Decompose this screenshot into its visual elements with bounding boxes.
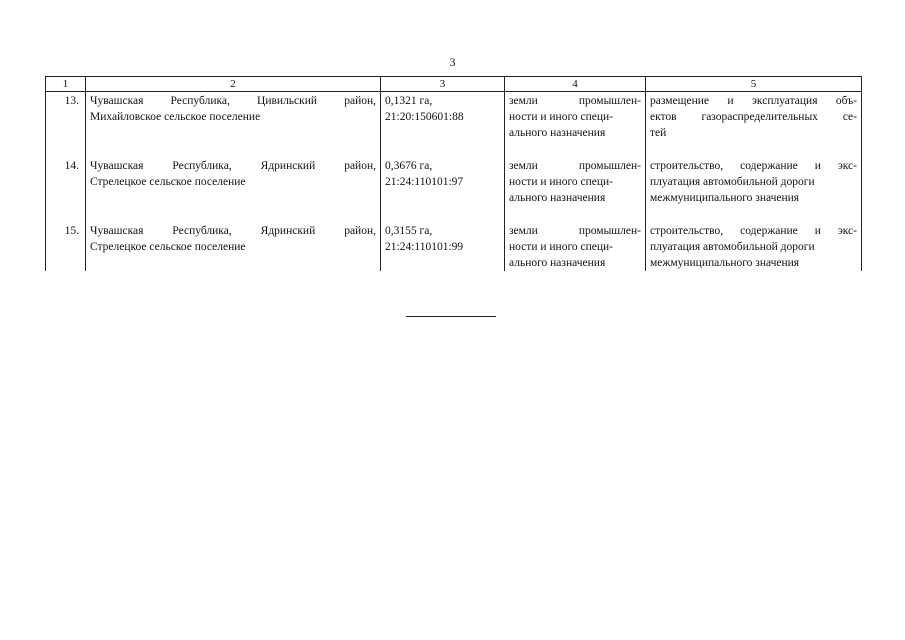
row-number: 13. [46, 92, 86, 158]
land-category-line: земли промышлен- [509, 225, 641, 237]
land-category-line: ности и иного специ- [509, 241, 613, 253]
land-category-line: ального назначения [509, 192, 606, 204]
purpose-cell [646, 92, 862, 158]
area-cadastre-cell [381, 92, 505, 158]
table-row [46, 92, 862, 158]
purpose-line: строительство, содержание и экс- [650, 225, 857, 237]
land-category-cell [505, 92, 646, 158]
area-cadastre-cell [381, 222, 505, 271]
location-cell [86, 157, 381, 222]
land-category-line: ального назначения [509, 127, 606, 139]
land-category-line: земли промышлен- [509, 160, 641, 172]
purpose-line: размещение и эксплуатация объ- [650, 95, 857, 107]
land-category-cell [505, 157, 646, 222]
area-value: 0,3155 га, [385, 225, 433, 237]
purpose-line: ектов газораспределительных се- [650, 111, 857, 123]
land-category-cell [505, 222, 646, 271]
header-col-1: 1 [46, 77, 86, 92]
land-category-line: земли промышлен- [509, 95, 641, 107]
purpose-line: плуатация автомобильной дороги [650, 241, 815, 253]
location-cell [86, 92, 381, 158]
area-cadastre-cell [381, 157, 505, 222]
purpose-line: тей [650, 127, 667, 139]
row-number: 15. [46, 222, 86, 271]
header-col-4: 4 [505, 77, 646, 92]
cadastral-number: 21:20:150601:88 [385, 111, 464, 123]
cadastral-number: 21:24:110101:99 [385, 241, 464, 253]
purpose-line: строительство, содержание и экс- [650, 160, 857, 172]
purpose-cell [646, 222, 862, 271]
header-col-2: 2 [86, 77, 381, 92]
location-cell [86, 222, 381, 271]
location-line: Чувашская Республика, Ядринский район, [90, 160, 376, 172]
table-header [46, 77, 862, 92]
purpose-cell [646, 157, 862, 222]
purpose-line: межмуниципального значения [650, 257, 800, 269]
page-number: 3 [449, 55, 456, 69]
location-line: Чувашская Республика, Ядринский район, [90, 225, 376, 237]
table-row [46, 222, 862, 271]
land-plots-table [45, 76, 862, 271]
location-line: Чувашская Республика, Цивильский район, [90, 95, 376, 107]
land-category-line: ности и иного специ- [509, 176, 613, 188]
location-line: Михайловское сельское поселение [90, 111, 261, 123]
header-col-3: 3 [381, 77, 505, 92]
purpose-line: межмуниципального значения [650, 192, 800, 204]
end-of-document-rule [406, 316, 496, 317]
area-value: 0,1321 га, [385, 95, 433, 107]
row-number: 14. [46, 157, 86, 222]
purpose-line: плуатация автомобильной дороги [650, 176, 815, 188]
land-category-line: ности и иного специ- [509, 111, 613, 123]
area-value: 0,3676 га, [385, 160, 433, 172]
table-row [46, 157, 862, 222]
cadastral-number: 21:24:110101:97 [385, 176, 464, 188]
location-line: Стрелецкое сельское поселение [90, 176, 246, 188]
header-col-5: 5 [646, 77, 862, 92]
land-category-line: ального назначения [509, 257, 606, 269]
location-line: Стрелецкое сельское поселение [90, 241, 246, 253]
